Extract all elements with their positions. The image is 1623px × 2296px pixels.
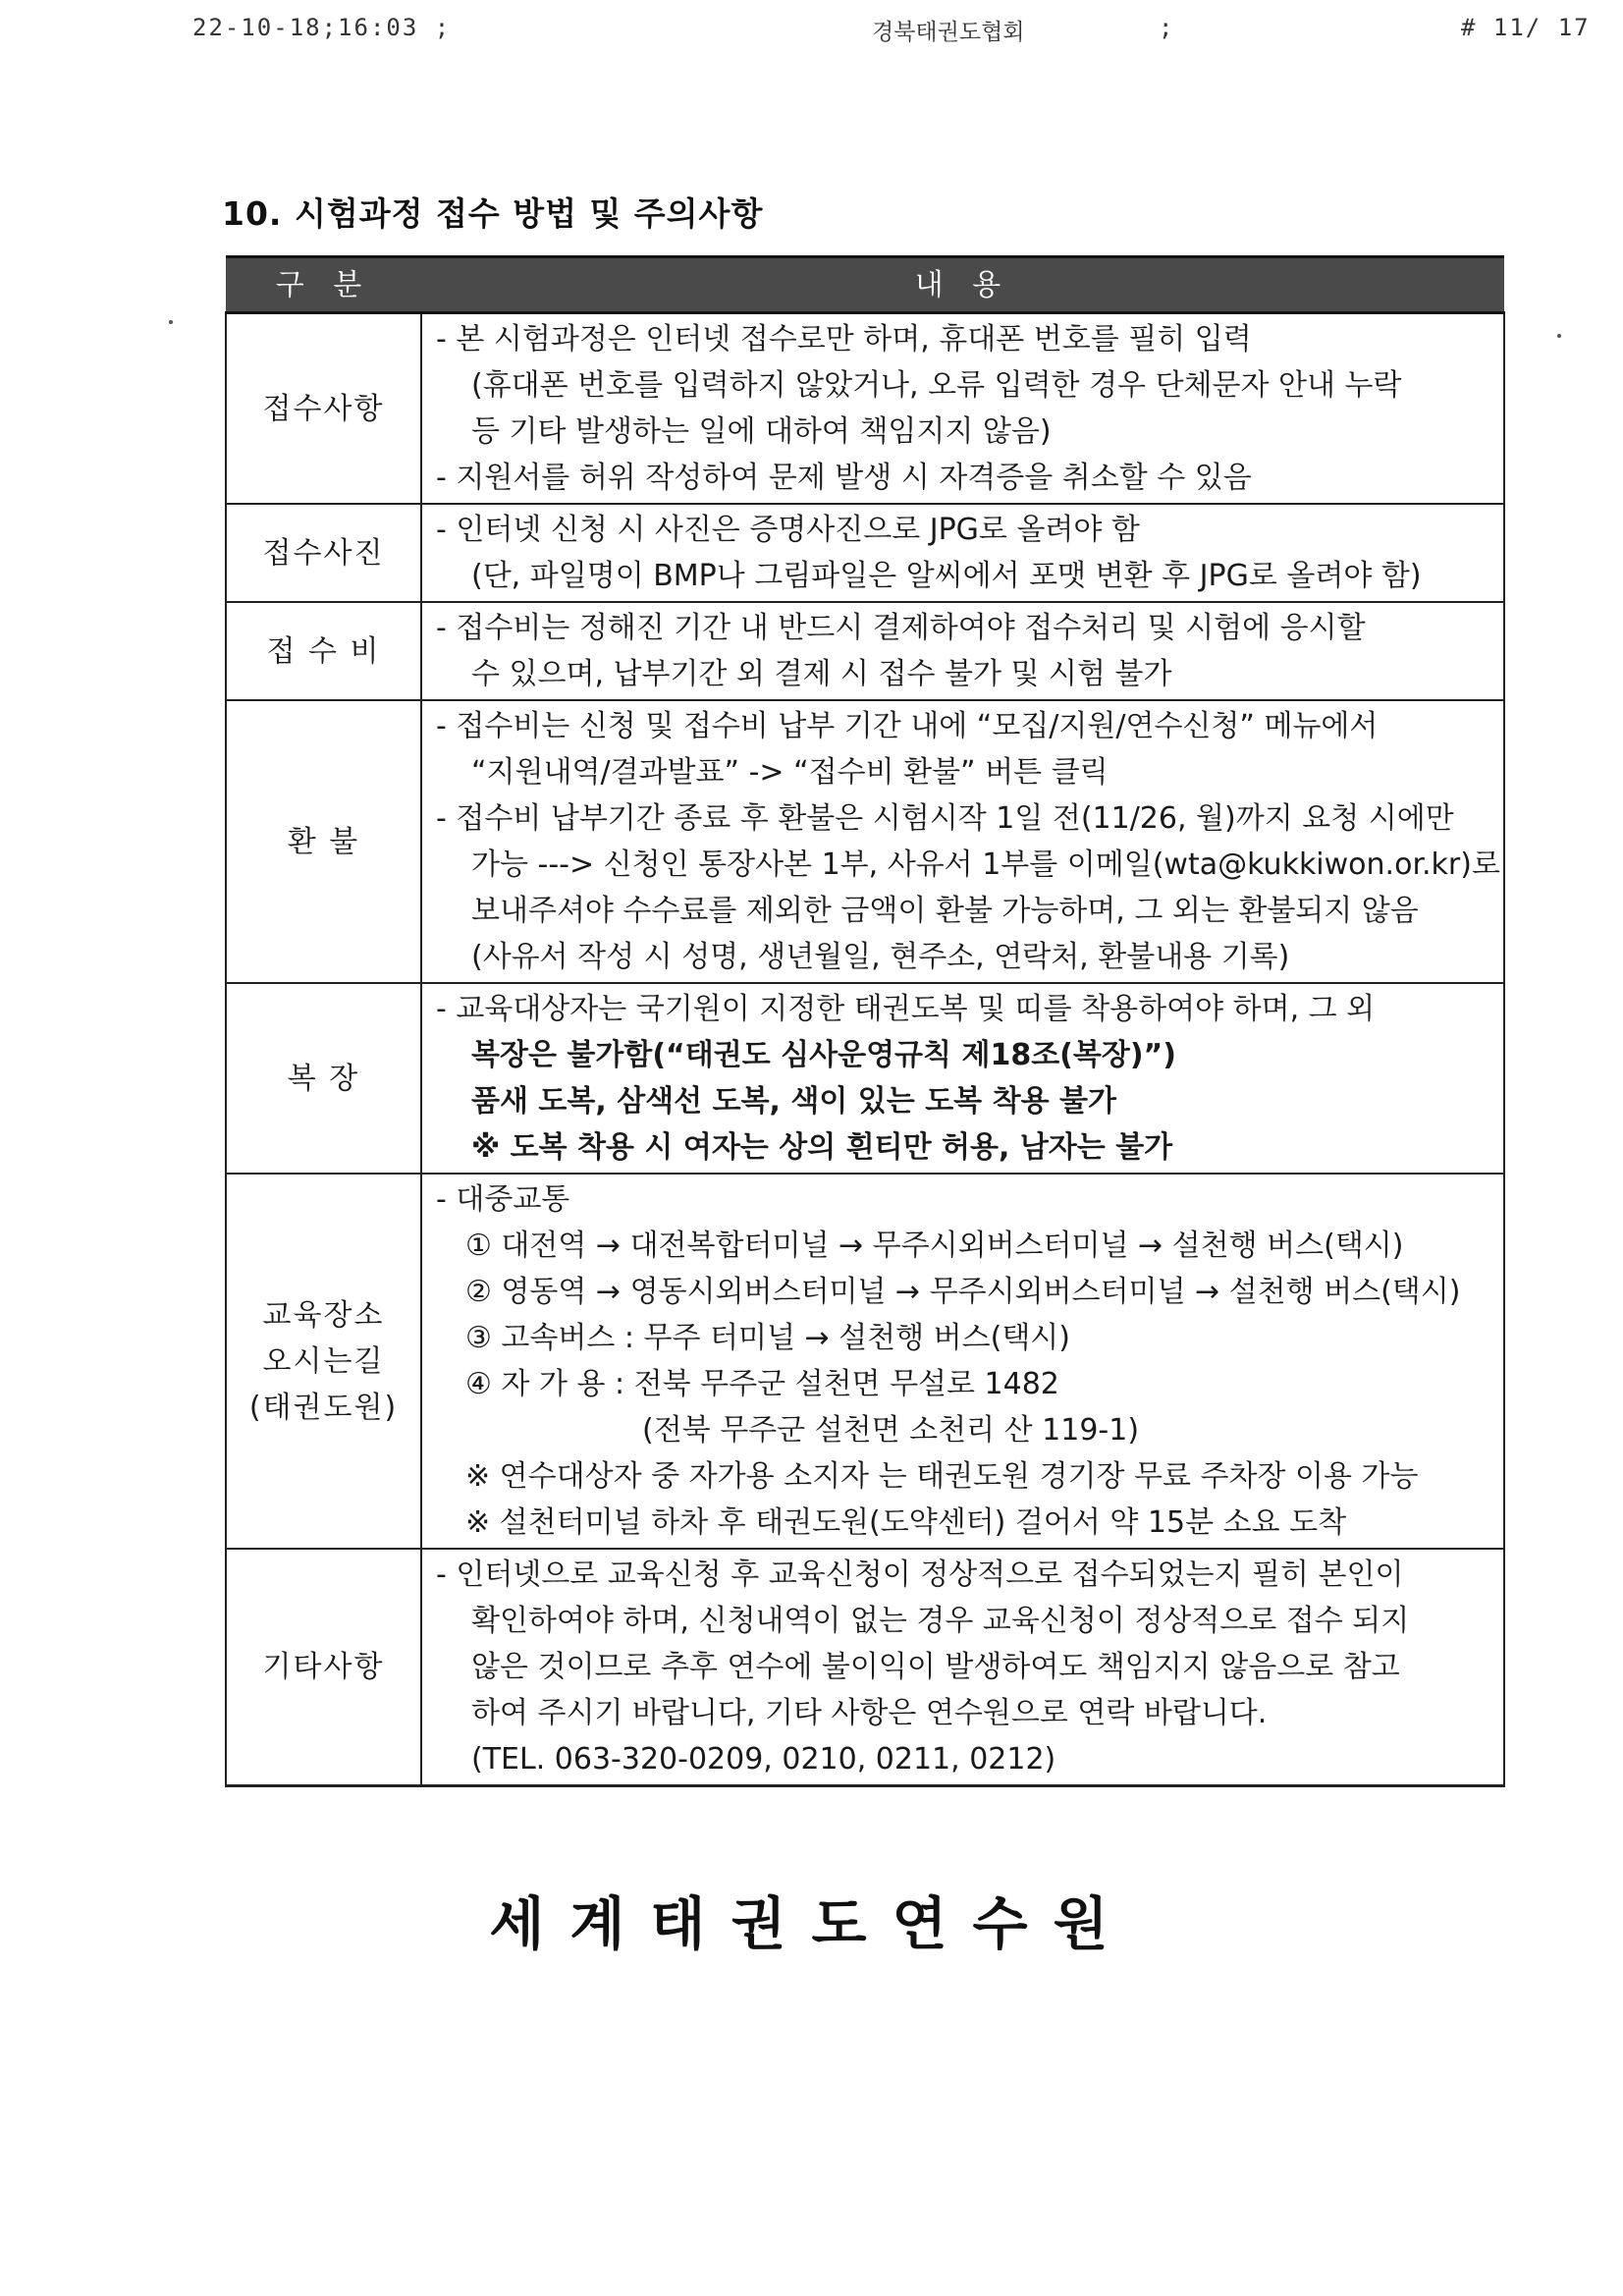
category-label: 오시는길 — [262, 1343, 385, 1379]
content-line: “지원내역/결과발표” -> “접수비 환불” 버튼 클릭 — [471, 755, 1109, 790]
row-content — [421, 313, 1504, 505]
table-row — [226, 504, 1504, 602]
content-line: 보내주셔야 수수료를 제외한 금액이 환불 가능하며, 그 외는 환불되지 않음 — [471, 894, 1419, 928]
content-line: - 인터넷 신청 시 사진은 증명사진으로 JPG로 올려야 함 — [436, 513, 1140, 547]
content-line: 수 있으며, 납부기간 외 결제 시 접수 불가 및 시험 불가 — [471, 657, 1172, 691]
content-line: ③ 고속버스 : 무주 터미널 → 설천행 버스(택시) — [465, 1321, 1070, 1355]
category-label: 접 수 비 — [266, 633, 381, 669]
row-content — [421, 1549, 1504, 1786]
content-line: ① 대전역 → 대전복합터미널 → 무주시외버스터미널 → 설천행 버스(택시) — [465, 1229, 1404, 1263]
content-line: ※ 설천터미널 하차 후 태권도원(도약센터) 걸어서 약 15분 소요 도착 — [465, 1505, 1347, 1540]
scan-speck — [169, 320, 173, 324]
row-category — [226, 504, 421, 602]
fax-header — [0, 14, 1623, 53]
content-line: ② 영동역 → 영동시외버스터미널 → 무주시외버스터미널 → 설천행 버스(택시) — [465, 1275, 1461, 1309]
content-line: (TEL. 063-320-0209, 0210, 0211, 0212) — [471, 1742, 1056, 1777]
content-line: 등 기타 발생하는 일에 대하여 책임지지 않음) — [471, 414, 1052, 449]
category-label: 환 불 — [287, 824, 360, 859]
section-title: 10. 시험과정 접수 방법 및 주의사항 — [222, 194, 764, 233]
category-label: (태권도원) — [248, 1390, 399, 1425]
category-label: 접수사항 — [262, 391, 385, 426]
row-content — [421, 700, 1504, 983]
row-category — [226, 1174, 421, 1549]
table-header-row — [226, 257, 1504, 313]
content-line: ※ 연수대상자 중 자가용 소지자 는 태권도원 경기장 무료 주차장 이용 가능 — [465, 1459, 1419, 1494]
table-row — [226, 1549, 1504, 1786]
content-line: - 본 시험과정은 인터넷 접수로만 하며, 휴대폰 번호를 필히 입력 — [436, 322, 1252, 356]
table-row — [226, 313, 1504, 505]
notice-table — [225, 255, 1505, 1787]
row-category — [226, 983, 421, 1174]
content-line: 품새 도복, 삼색선 도복, 색이 있는 도복 착용 불가 — [471, 1084, 1116, 1119]
table-row — [226, 602, 1504, 700]
category-label: 교육장소 — [262, 1297, 385, 1333]
fax-page-number: # 11/ 17 — [1461, 14, 1591, 41]
content-line: (단, 파일명이 BMP나 그림파일은 알씨에서 포맷 변환 후 JPG로 올려야 함) — [471, 559, 1422, 593]
category-label: 복 장 — [287, 1061, 360, 1096]
table-body — [226, 313, 1504, 1786]
content-line: (사유서 작성 시 성명, 생년월일, 현주소, 연락처, 환불내용 기록) — [471, 940, 1290, 974]
fax-sender: 경북태권도협회 — [872, 20, 1025, 45]
content-line: (휴대폰 번호를 입력하지 않았거나, 오류 입력한 경우 단체문자 안내 누락 — [471, 368, 1402, 403]
content-line: - 지원서를 허위 작성하여 문제 발생 시 자격증을 취소할 수 있음 — [436, 461, 1252, 495]
category-label: 기타사항 — [262, 1650, 385, 1684]
content-line: 않은 것이므로 추후 연수에 불이익이 발생하여도 책임지지 않음으로 참고 — [471, 1650, 1400, 1684]
content-line: 하여 주시기 바랍니다, 기타 사항은 연수원으로 연락 바랍니다. — [471, 1696, 1268, 1730]
table-row — [226, 700, 1504, 983]
content-line: (전북 무주군 설천면 소천리 산 119-1) — [642, 1413, 1140, 1448]
content-line: - 인터넷으로 교육신청 후 교육신청이 정상적으로 접수되었는지 필히 본인이 — [436, 1558, 1404, 1592]
row-category — [226, 313, 421, 505]
table-row — [226, 983, 1504, 1174]
fax-separator: ; — [1159, 14, 1175, 41]
content-line: - 접수비 납부기간 종료 후 환불은 시험시작 1일 전(11/26, 월)까지 요청 시에만 — [436, 801, 1454, 836]
content-line: - 대중교통 — [436, 1182, 570, 1217]
row-content — [421, 602, 1504, 700]
content-line: - 교육대상자는 국기원이 지정한 태권도복 및 띠를 착용하여야 하며, 그 외 — [436, 992, 1376, 1026]
header-category: 구 분 — [226, 257, 421, 313]
content-line: - 접수비는 정해진 기간 내 반드시 결제하여야 접수처리 및 시험에 응시할 — [436, 611, 1366, 645]
content-line: 복장은 불가함(“태권도 심사운영규칙 제18조(복장)”) — [471, 1038, 1176, 1072]
category-label: 접수사진 — [262, 535, 385, 571]
row-content — [421, 1174, 1504, 1549]
row-category — [226, 1549, 421, 1786]
footer-organization: 세계태권도연수원 — [489, 1890, 1134, 1957]
content-line: ④ 자 가 용 : 전북 무주군 설천면 무설로 1482 — [465, 1367, 1059, 1401]
scan-speck — [1557, 334, 1561, 338]
content-line: - 접수비는 신청 및 접수비 납부 기간 내에 “모집/지원/연수신청” 메뉴에서 — [436, 709, 1379, 743]
content-line: 가능 ---> 신청인 통장사본 1부, 사유서 1부를 이메일(wta@kukkiwon.or.kr)로 — [471, 847, 1500, 882]
fax-datetime: 22-10-18;16:03 ; — [192, 14, 452, 41]
header-content: 내 용 — [421, 257, 1504, 313]
row-category — [226, 602, 421, 700]
row-content — [421, 504, 1504, 602]
row-category — [226, 700, 421, 983]
content-line: ※ 도복 착용 시 여자는 상의 흰티만 허용, 남자는 불가 — [471, 1130, 1173, 1165]
content-line: 확인하여야 하며, 신청내역이 없는 경우 교육신청이 정상적으로 접수 되지 — [471, 1604, 1410, 1638]
table-row — [226, 1174, 1504, 1549]
row-content — [421, 983, 1504, 1174]
